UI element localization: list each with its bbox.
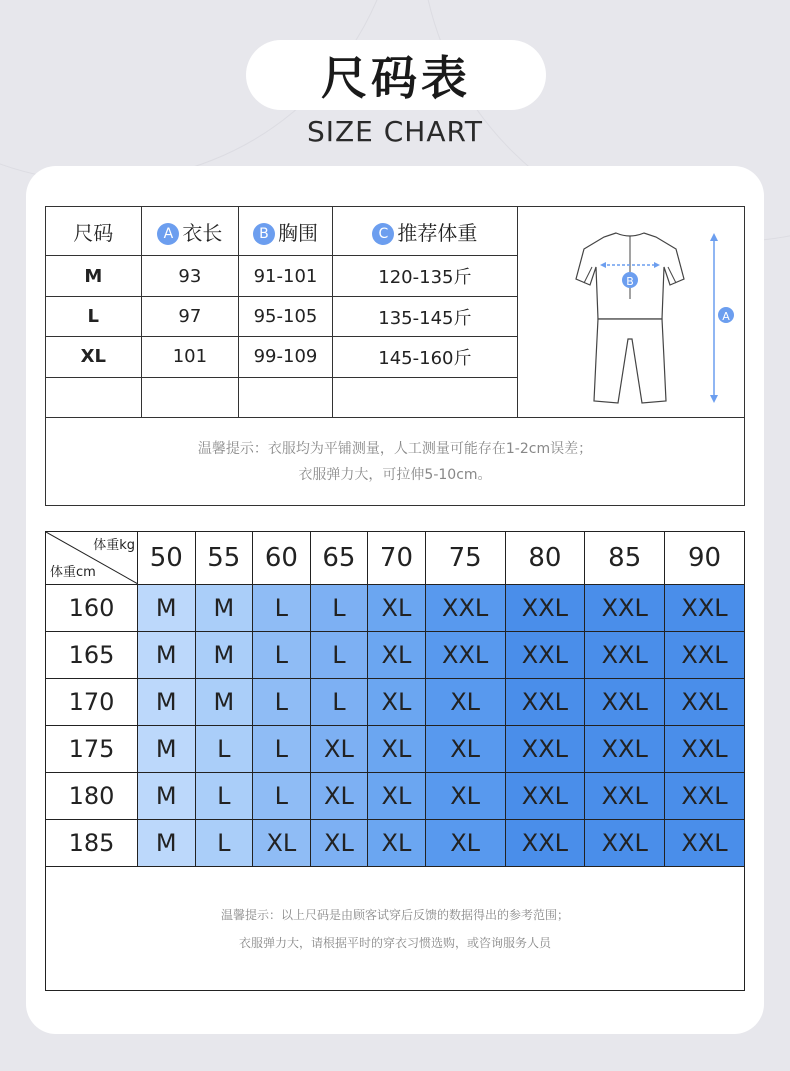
- corner-height-label: 体重cm: [50, 565, 96, 580]
- size-cell: L: [46, 296, 142, 336]
- badge-c: C: [372, 223, 394, 245]
- garment-figure: [518, 207, 744, 417]
- size-recommendation-cell: L: [253, 679, 311, 726]
- height-header: 170: [46, 679, 138, 726]
- size-recommendation-cell: XXL: [585, 726, 665, 773]
- weight-header: 60: [253, 532, 311, 585]
- weight-cell: 135-145斤: [332, 296, 517, 336]
- note-line: 衣服弹力大，请根据平时的穿衣习惯选购，或咨询服务人员: [238, 935, 551, 950]
- height-header: 165: [46, 632, 138, 679]
- size-recommendation-cell: XXL: [585, 773, 665, 820]
- header-chest: [239, 207, 333, 256]
- empty-cell: [239, 377, 333, 417]
- table-row: [46, 632, 745, 679]
- size-recommendation-cell: XXL: [585, 632, 665, 679]
- size-recommendation-cell: M: [138, 773, 196, 820]
- weight-header: 70: [368, 532, 426, 585]
- size-recommendation-cell: M: [138, 820, 196, 867]
- chest-cell: 91-101: [239, 256, 333, 296]
- size-recommendation-cell: M: [195, 632, 253, 679]
- size-recommendation-cell: XXL: [505, 585, 585, 632]
- size-recommendation-cell: L: [310, 585, 368, 632]
- size-recommendation-cell: M: [138, 726, 196, 773]
- height-header: 175: [46, 726, 138, 773]
- size-recommendation-cell: XXL: [585, 820, 665, 867]
- size-recommendation-cell: XXL: [665, 820, 745, 867]
- page-subtitle: SIZE CHART: [306, 115, 484, 148]
- size-recommendation-cell: L: [253, 632, 311, 679]
- size-recommendation-cell: XL: [368, 679, 426, 726]
- size-cell: XL: [46, 337, 142, 377]
- weight-header: 55: [195, 532, 253, 585]
- header-weight-label: 推荐体重: [397, 220, 478, 245]
- figure-badge-a: A: [722, 310, 730, 323]
- header-length: [141, 207, 239, 256]
- size-recommendation-cell: XL: [310, 726, 368, 773]
- size-recommendation-cell: XL: [368, 773, 426, 820]
- size-recommendation-cell: XXL: [665, 632, 745, 679]
- weight-cell: 145-160斤: [332, 337, 517, 377]
- size-recommendation-cell: XXL: [585, 679, 665, 726]
- corner-cell: [46, 532, 138, 585]
- size-recommendation-cell: XXL: [665, 679, 745, 726]
- size-recommendation-cell: XL: [368, 585, 426, 632]
- chest-cell: 95-105: [239, 296, 333, 336]
- size-recommendation-cell: XL: [368, 820, 426, 867]
- badge-a: A: [157, 223, 179, 245]
- weight-header: 75: [425, 532, 505, 585]
- size-recommendation-cell: XL: [368, 726, 426, 773]
- size-cell: M: [46, 256, 142, 296]
- size-chart-card: [26, 166, 764, 1034]
- header-size: 尺码: [46, 207, 142, 256]
- figure-badge-b: B: [626, 275, 634, 288]
- size-recommendation-cell: L: [195, 726, 253, 773]
- size-recommendation-cell: XXL: [505, 632, 585, 679]
- header-length-label: 衣长: [182, 220, 223, 245]
- size-recommendation-cell: XL: [310, 820, 368, 867]
- size-recommendation-cell: XXL: [505, 679, 585, 726]
- measurement-table: [45, 206, 745, 506]
- size-recommendation-cell: XXL: [665, 585, 745, 632]
- size-recommendation-cell: XXL: [425, 632, 505, 679]
- note-line: 温馨提示：以上尺码是由顾客试穿后反馈的数据得出的参考范围；: [220, 907, 569, 922]
- size-recommendation-cell: XXL: [505, 726, 585, 773]
- size-recommendation-cell: XL: [425, 726, 505, 773]
- size-recommendation-cell: L: [310, 632, 368, 679]
- size-recommendation-cell: XXL: [585, 585, 665, 632]
- badge-b: B: [253, 223, 275, 245]
- grid-note: [46, 867, 745, 991]
- size-recommendation-cell: XL: [310, 773, 368, 820]
- size-recommendation-cell: XXL: [665, 773, 745, 820]
- empty-cell: [46, 377, 142, 417]
- size-recommendation-cell: XXL: [665, 726, 745, 773]
- size-recommendation-cell: XL: [425, 773, 505, 820]
- size-recommendation-cell: L: [253, 726, 311, 773]
- chest-cell: 99-109: [239, 337, 333, 377]
- height-header: 185: [46, 820, 138, 867]
- size-recommendation-cell: XXL: [505, 820, 585, 867]
- weight-header: 65: [310, 532, 368, 585]
- size-recommendation-cell: L: [253, 773, 311, 820]
- height-header: 160: [46, 585, 138, 632]
- empty-cell: [332, 377, 517, 417]
- weight-cell: 120-135斤: [332, 256, 517, 296]
- table-row: [46, 679, 745, 726]
- size-recommendation-cell: M: [138, 679, 196, 726]
- size-recommendation-cell: M: [195, 585, 253, 632]
- length-cell: 97: [141, 296, 239, 336]
- size-recommendation-cell: M: [138, 585, 196, 632]
- note-line: 温馨提示：衣服均为平铺测量，人工测量可能存在1-2cm误差；: [197, 440, 593, 457]
- height-weight-grid: [45, 531, 745, 991]
- note-line: 衣服弹力大，可拉伸5-10cm。: [298, 466, 492, 483]
- size-recommendation-cell: L: [195, 773, 253, 820]
- size-recommendation-cell: M: [138, 632, 196, 679]
- size-recommendation-cell: XL: [425, 679, 505, 726]
- header-chest-label: 胸围: [277, 220, 318, 245]
- weight-header: 90: [665, 532, 745, 585]
- weight-header: 80: [505, 532, 585, 585]
- measurement-note: [46, 418, 745, 506]
- height-header: 180: [46, 773, 138, 820]
- size-recommendation-cell: XL: [368, 632, 426, 679]
- table-row: [46, 585, 745, 632]
- table-row: [46, 773, 745, 820]
- weight-header: 50: [138, 532, 196, 585]
- table-row: [46, 820, 745, 867]
- corner-weight-label: 体重kg: [93, 538, 135, 553]
- size-recommendation-cell: L: [253, 585, 311, 632]
- size-recommendation-cell: L: [195, 820, 253, 867]
- header-weight: [332, 207, 517, 256]
- size-recommendation-cell: XL: [425, 820, 505, 867]
- size-recommendation-cell: XXL: [425, 585, 505, 632]
- page-title: 尺码表: [246, 40, 546, 110]
- size-recommendation-cell: XXL: [505, 773, 585, 820]
- size-recommendation-cell: M: [195, 679, 253, 726]
- garment-figure-cell: [517, 207, 744, 418]
- size-recommendation-cell: L: [310, 679, 368, 726]
- table-row: [46, 726, 745, 773]
- empty-cell: [141, 377, 239, 417]
- weight-header: 85: [585, 532, 665, 585]
- length-cell: 93: [141, 256, 239, 296]
- length-cell: 101: [141, 337, 239, 377]
- size-recommendation-cell: XL: [253, 820, 311, 867]
